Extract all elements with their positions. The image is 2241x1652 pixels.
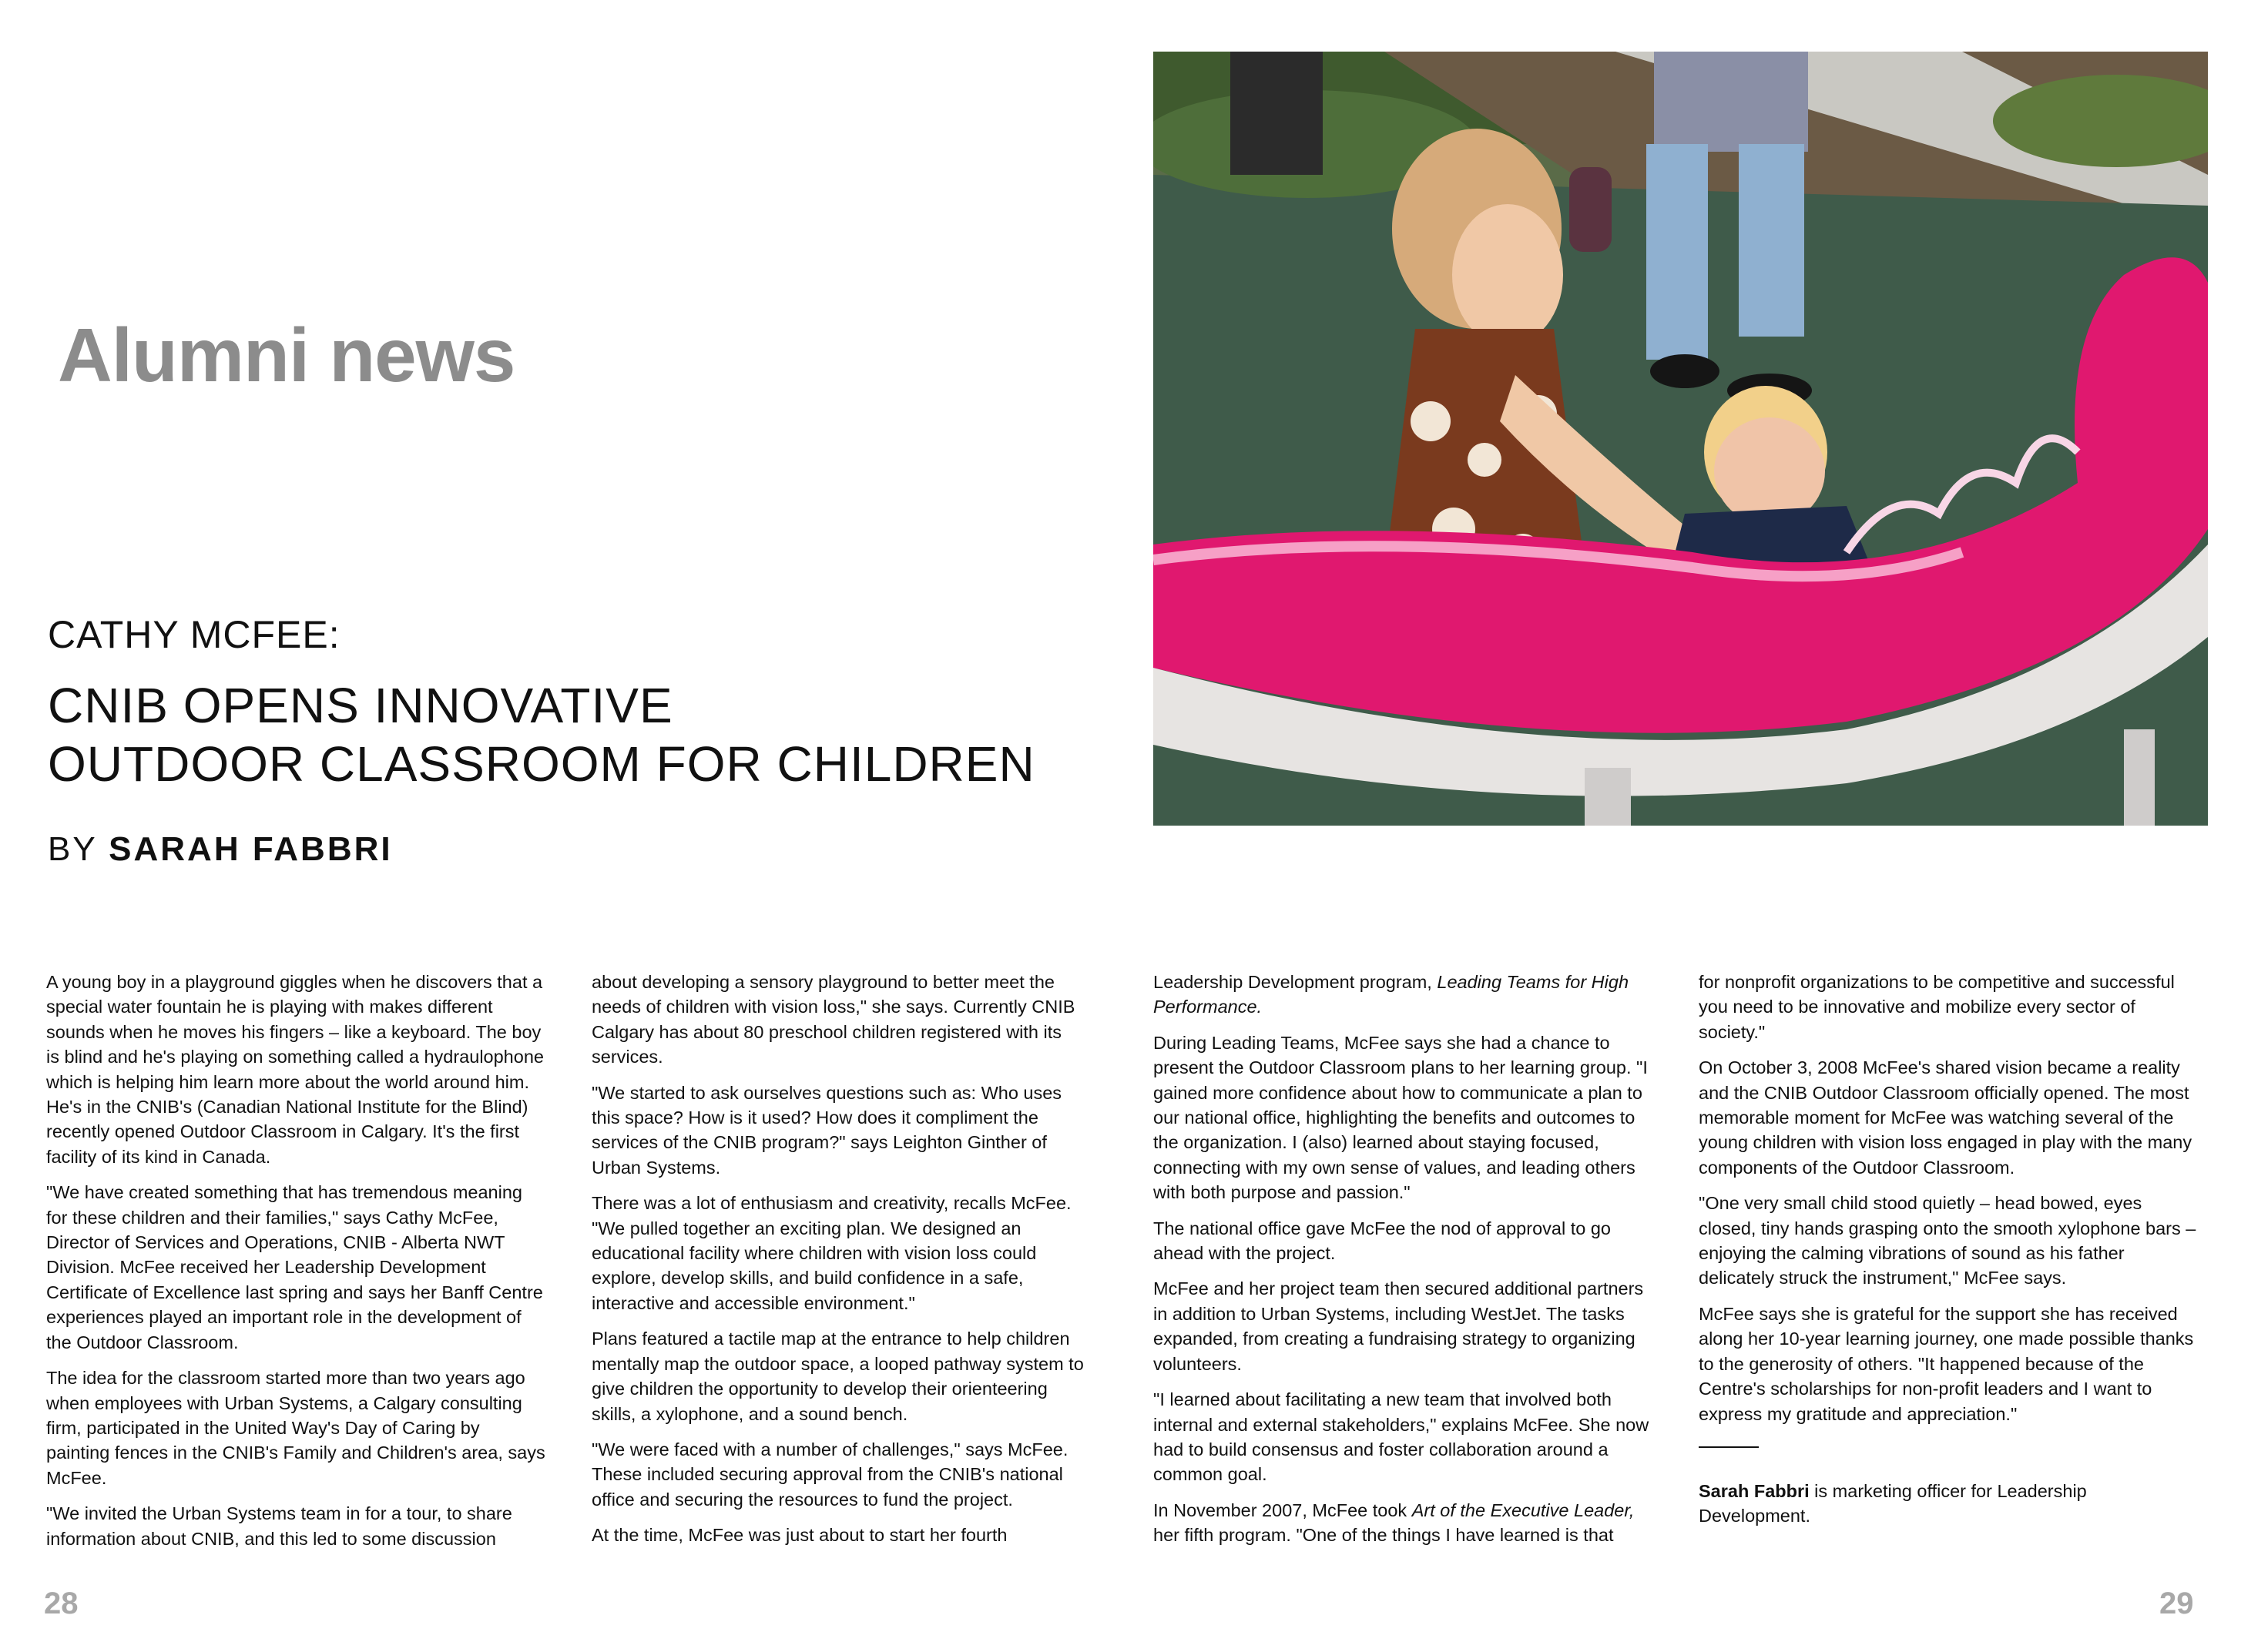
article-column-4 bbox=[1699, 970, 2199, 1540]
paragraph: about developing a sensory playground to better meet the needs of children with vision loss," she says. Currently CNIB Calgary has about 80 preschool children registered with its services. bbox=[592, 972, 1075, 1067]
program-title: Art of the Executive Leader, bbox=[1411, 1500, 1635, 1520]
paragraph: At the time, McFee was just about to start her fourth bbox=[592, 1525, 1008, 1546]
headline-line-1: CNIB OPENS INNOVATIVE bbox=[48, 678, 673, 733]
page-number-right: 29 bbox=[2159, 1587, 2194, 1620]
article-column-2 bbox=[592, 970, 1092, 1559]
author-note bbox=[1699, 1479, 2199, 1529]
paragraph-text: her fifth program. "One of the things I have learned is that bbox=[1153, 1525, 1614, 1546]
article-column-1 bbox=[46, 970, 547, 1562]
paragraph bbox=[1153, 1498, 1654, 1548]
paragraph: "We invited the Urban Systems team in for a tour, to share information about CNIB, and this led to some discussion bbox=[46, 1503, 512, 1549]
author-note-text: is marketing officer for Leadership Development. bbox=[1699, 1480, 2087, 1526]
author-note-name: Sarah Fabbri bbox=[1699, 1480, 1810, 1501]
article-kicker: CATHY MCFEE: bbox=[48, 613, 341, 656]
paragraph: There was a lot of enthusiasm and creativity, recalls McFee. "We pulled together an exciting plan. We designed an educational facility where children with vision loss could explore, develop skills, and build confidence in a safe, interactive and accessible environment." bbox=[592, 1193, 1072, 1313]
paragraph: A young boy in a playground giggles when he discovers that a special water fountain he is playing with makes different sounds when he moves his fingers – like a keyboard. The boy is blind and he's playing on something called a hydraulophone which is helping him learn more about the world around him. He's in the CNIB's (Canadian National Institute for the Blind) recently opened Outdoor Classroom in Calgary. It's the first facility of its kind in Canada. bbox=[46, 972, 544, 1167]
paragraph: On October 3, 2008 McFee's shared vision became a reality and the CNIB Outdoor Classroom officially opened. The most memorable moment for McFee was watching several of the young children with vision loss engaged in play with the many components of the Outdoor Classroom. bbox=[1699, 1057, 2192, 1178]
paragraph: During Leading Teams, McFee says she had a chance to present the Outdoor Classroom plans to her learning group. "I gained more confidence about how to communicate a plan to our national office, highlighting the benefits and outcomes to the organization. I (also) learned about staying focused, connecting with my own sense of values, and leading others with both purpose and passion." bbox=[1153, 1032, 1648, 1203]
article-headline bbox=[48, 676, 1035, 793]
paragraph: "I learned about facilitating a new team that involved both internal and external stakeholders," explains McFee. She now had to build consensus and foster collaboration around a common goal. bbox=[1153, 1389, 1649, 1485]
paragraph: The national office gave McFee the nod of approval to go ahead with the project. bbox=[1153, 1218, 1611, 1264]
paragraph: The idea for the classroom started more than two years ago when employees with Urban Systems, a Calgary consulting firm, participated in the United Way's Day of Caring by painting fences in the CNIB's Family and Children's area, says McFee. bbox=[46, 1368, 545, 1488]
paragraph-text: In November 2007, McFee took bbox=[1153, 1500, 1412, 1520]
section-title: Alumni news bbox=[58, 313, 515, 397]
byline-author: SARAH FABBRI bbox=[109, 830, 393, 868]
paragraph-text: Leadership Development program, bbox=[1153, 972, 1438, 992]
program-title: Leading Teams for High Performance. bbox=[1153, 972, 1629, 1017]
paragraph: "We started to ask ourselves questions such as: Who uses this space? How is it used? How does it compliment the services of the CNIB program?" says Leighton Ginther of Urban Systems. bbox=[592, 1082, 1062, 1178]
byline-prefix: BY bbox=[48, 830, 97, 868]
paragraph: McFee says she is grateful for the support she has received along her 10-year learning journey, one made possible thanks to the generosity of others. "It happened because of the Centre's scholarships for non-profit leaders and I want to express my gratitude and appreciation." bbox=[1699, 1303, 2194, 1424]
paragraph: "We have created something that has tremendous meaning for these children and their families," says Cathy McFee, Director of Services and Operations, CNIB - Alberta NWT Division. McFee received her Leadership Development Certificate of Excellence last spring and says her Banff Centre experiences played an important role in the development of the Outdoor Classroom. bbox=[46, 1182, 543, 1352]
playground-photo bbox=[1153, 52, 2208, 826]
photo-illustration bbox=[1153, 52, 2208, 826]
paragraph bbox=[1153, 970, 1654, 1020]
byline bbox=[48, 830, 393, 869]
headline-line-2: OUTDOOR CLASSROOM FOR CHILDREN bbox=[48, 736, 1035, 792]
page-number-left: 28 bbox=[44, 1587, 79, 1620]
paragraph: "One very small child stood quietly – head bowed, eyes closed, tiny hands grasping onto the smooth xylophone bars – enjoying the calming vibrations of sound as his father delicately struck the instrument," McFee says. bbox=[1699, 1193, 2196, 1288]
paragraph: "We were faced with a number of challenges," says McFee. These included securing approval from the CNIB's national office and securing the resources to fund the project. bbox=[592, 1439, 1069, 1510]
paragraph: for nonprofit organizations to be competitive and successful you need to be innovative and mobilize every sector of society." bbox=[1699, 972, 2175, 1042]
paragraph: McFee and her project team then secured additional partners in addition to Urban Systems, including WestJet. The tasks expanded, from creating a fundraising strategy to organizing volunteers. bbox=[1153, 1278, 1644, 1374]
article-column-3 bbox=[1153, 970, 1654, 1559]
paragraph: Plans featured a tactile map at the entrance to help children mentally map the outdoor space, a looped pathway system to give children the opportunity to develop their orienteering skills, a xylophone, and a sound bench. bbox=[592, 1329, 1084, 1424]
author-note-divider bbox=[1699, 1446, 1759, 1448]
